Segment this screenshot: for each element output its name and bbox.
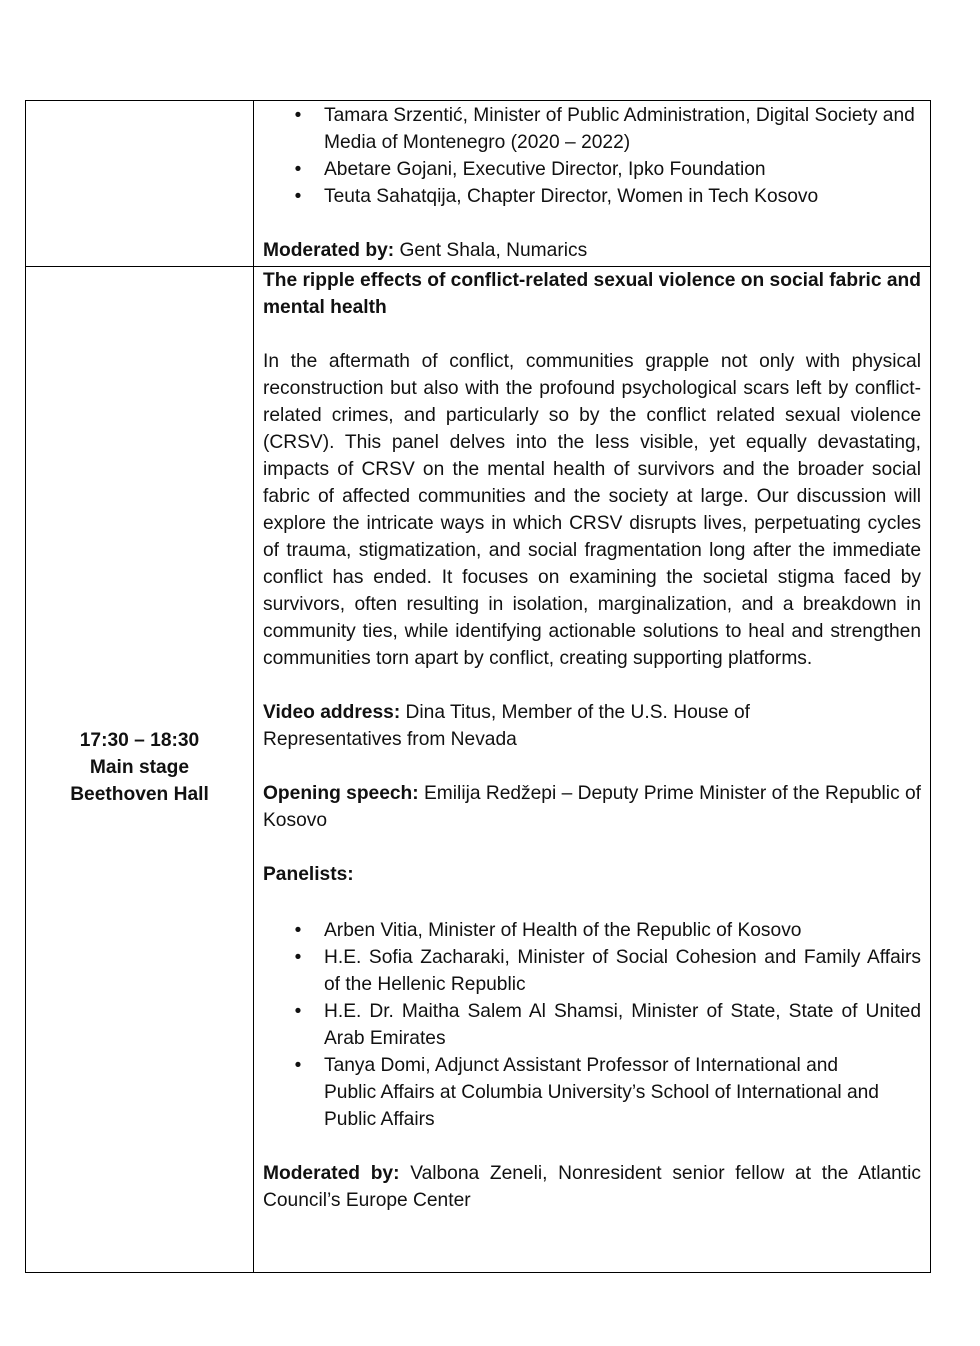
session-hall: Beethoven Hall (70, 784, 209, 805)
moderator-label: Moderated by: (263, 1163, 400, 1184)
moderator-line-2 (263, 1160, 921, 1214)
agenda-row-2 (26, 266, 930, 1272)
time-cell-empty (26, 101, 254, 266)
session-description: In the aftermath of conflict, communities grapple not only with physical reconstruction but also with the profound psychological scars left by conflict-related crimes, and particularly so by the conflict related sexual violence (CRSV). This panel delves into the less visible, yet equally devastating, impacts of CRSV on the mental health of survivors and the broader social fabric of affected communities and the society at large. Our discussion will explore the intricate ways in which CRSV disrupts lives, perpetuating cycles of trauma, stigmatization, and social fragmentation long after the immediate conflict has ended. It focuses on examining the societal stigma faced by survivors, often resulting in isolation, marginalization, and a breakdown in community ties, while identifying actionable solutions to heal and strengthen communities torn apart by conflict, creating supporting platforms. (263, 351, 921, 669)
bullet-icon: • (294, 105, 302, 126)
panelists-heading: Panelists: (263, 864, 354, 885)
agenda-row-1 (26, 101, 930, 266)
panelist-list-2 (263, 917, 921, 1133)
bullet-icon: • (294, 920, 302, 941)
moderator-value: Gent Shala, Numarics (394, 240, 588, 261)
opening-speech-value: Emilija Redžepi – Deputy Prime Minister of the Republic of Kosovo (263, 783, 921, 831)
video-address-value: Dina Titus, Member of the U.S. House of Representatives from Nevada (263, 702, 751, 750)
list-item: • Abetare Gojani, Executive Director, Ipko Foundation (263, 156, 921, 183)
opening-speech-line (263, 780, 921, 834)
bullet-icon: • (294, 186, 302, 207)
session-title: The ripple effects of conflict-related sexual violence on social fabric and mental health (263, 270, 921, 318)
session-time: 17:30 – 18:30 (79, 730, 200, 751)
video-address-label: Video address: (263, 702, 401, 723)
time-cell (26, 267, 254, 1272)
list-item: • Teuta Sahatqija, Chapter Director, Women in Tech Kosovo (263, 183, 921, 210)
panelist-list-1 (263, 102, 921, 210)
session-stage: Main stage (89, 757, 190, 778)
video-address-line (263, 699, 921, 753)
session-cell-1 (254, 101, 930, 266)
list-item: • Tanya Domi, Adjunct Assistant Professor of International and Public Affairs at Columbia University’s School of International and Public Affairs (263, 1052, 921, 1133)
opening-speech-label: Opening speech: (263, 783, 419, 804)
bullet-icon: • (294, 1055, 302, 1076)
list-item: • H.E. Dr. Maitha Salem Al Shamsi, Minister of State, State of United Arab Emirates (263, 998, 921, 1052)
moderator-value: Valbona Zeneli, Nonresident senior fellow at the Atlantic Council’s Europe Center (263, 1163, 921, 1211)
list-item: • H.E. Sofia Zacharaki, Minister of Social Cohesion and Family Affairs of the Hellenic Republic (263, 944, 921, 998)
time-block (26, 727, 253, 808)
bullet-icon: • (294, 947, 302, 968)
session-cell-2 (254, 267, 930, 1272)
list-item: • Tamara Srzentić, Minister of Public Administration, Digital Society and Media of Montenegro (2020 – 2022) (263, 102, 921, 156)
moderator-label: Moderated by: (263, 240, 395, 261)
moderator-line-1 (263, 237, 921, 264)
agenda-table (25, 100, 931, 1273)
list-item: • Arben Vitia, Minister of Health of the Republic of Kosovo (263, 917, 921, 944)
bullet-icon: • (294, 159, 302, 180)
bullet-icon: • (294, 1001, 302, 1022)
